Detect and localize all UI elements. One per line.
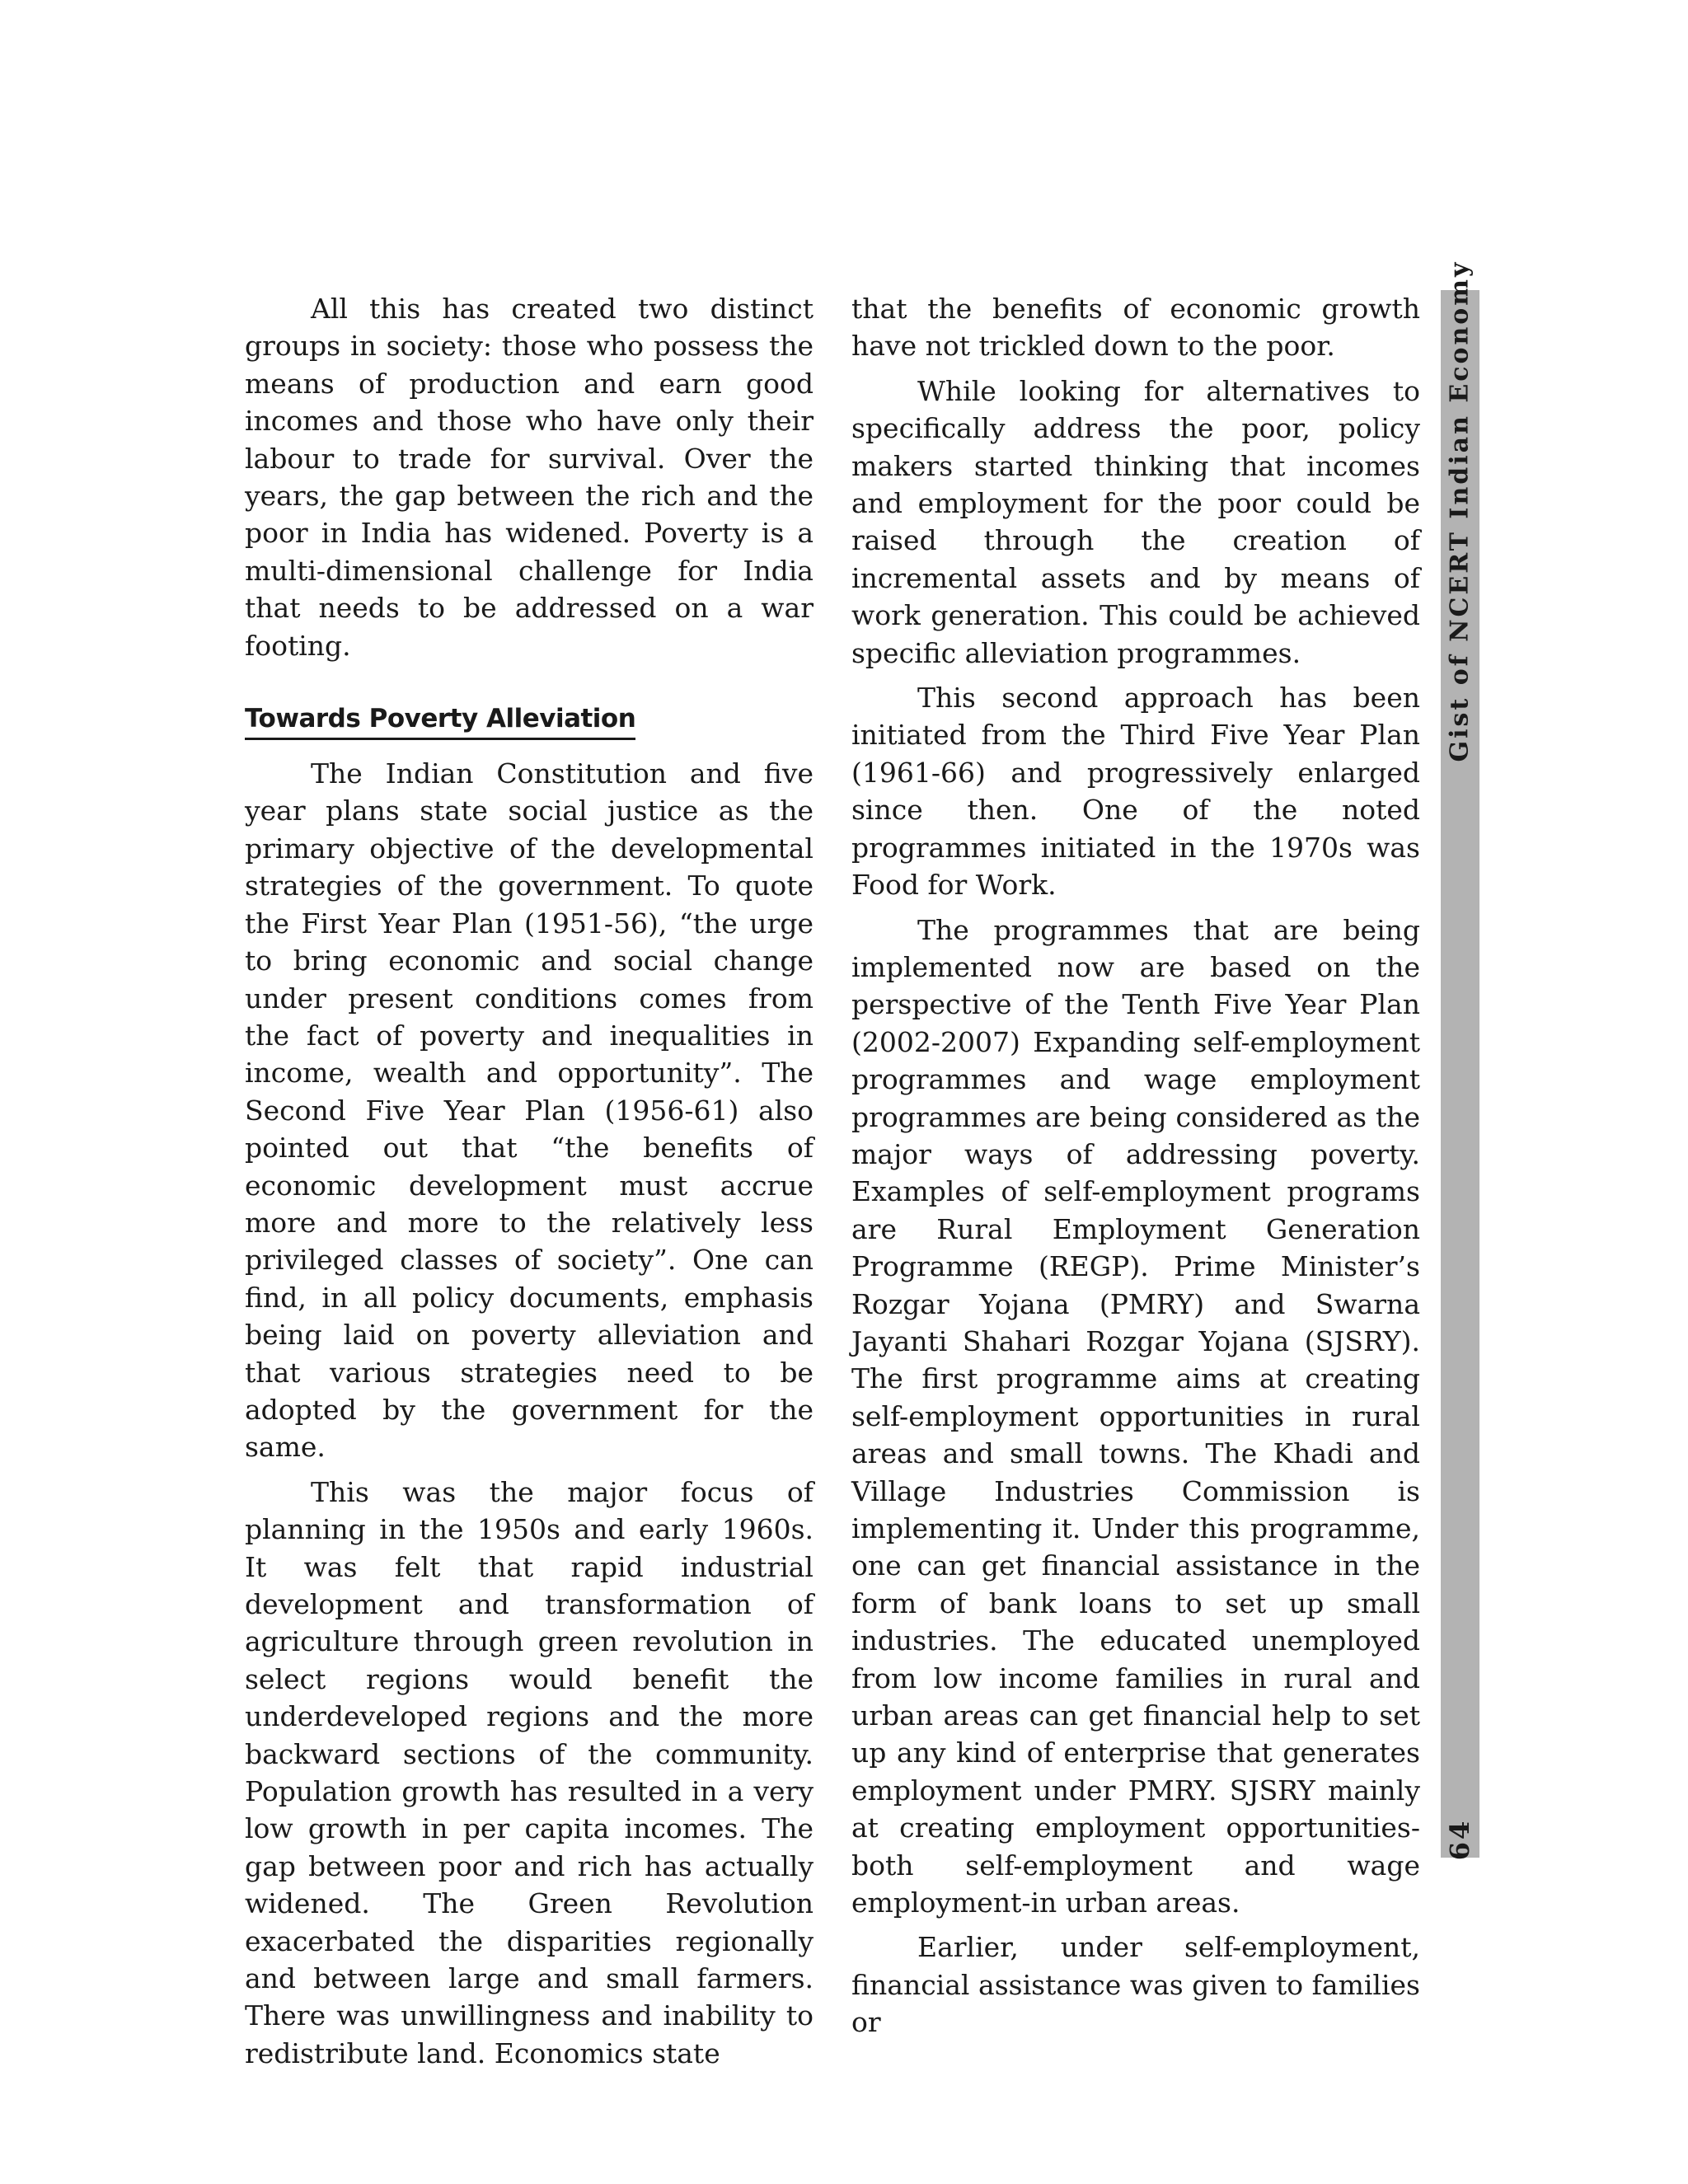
right-column: [851, 290, 1420, 2041]
paragraph: All this has created two distinct groups in society: those who possess the means of production and earn good incomes and those who have only their labour to trade for survival. Over the years, the gap between the rich and the poor in India has widened. Poverty is a multi-dimensional challenge for India that needs to be addressed on a war footing.: [245, 293, 814, 662]
paragraph: This second approach has been initiated from the Third Five Year Plan (1961-66) and progressively enlarged since then. One of the noted programmes initiated in the 1970s was Food for Work.: [851, 682, 1420, 902]
page-number: 64: [1444, 1818, 1475, 1861]
paragraph: The programmes that are being implemented now are based on the perspective of the Tenth Five Year Plan (2002-2007) Expanding self-employment programmes and wage employment programmes are being considered as the major ways of addressing poverty. Examples of self-employment programs are Rural Employment Generation Programme (REGP). Prime Minister’s Rozgar Yojana (PMRY) and Swarna Jayanti Shahari Rozgar Yojana (SJSRY). The first programme aims at creating self-employment opportunities in rural areas and small towns. The Khadi and Village Industries Commission is implementing it. Under this programme, one can get financial assistance in the form of bank loans to set up small industries. The educated unemployed from low income families in rural and urban areas can get financial help to set up any kind of enterprise that generates employment under PMRY. SJSRY mainly at creating employment opportunities- both self-employment and wage employment-in urban areas.: [851, 913, 1420, 1919]
section-heading: Towards Poverty Alleviation: [245, 701, 635, 740]
paragraph: that the benefits of economic growth have not trickled down to the poor.: [851, 293, 1420, 363]
paragraph: This was the major focus of planning in the 1950s and early 1960s. It was felt that rapid industrial development and transformation of agriculture through green revolution in select regions would benefit the underdeveloped regions and the more backward sections of the community. Population growth has resulted in a very low growth in per capita incomes. The gap between poor and rich has actually widened. The Green Revolution exacerbated the disparities regionally and between large and small farmers. There was unwillingness and inability to redistribute land. Economics state: [245, 1475, 814, 2069]
paragraph: Earlier, under self-employment, financial assistance was given to families or: [851, 1931, 1420, 2039]
book-title: Gist of NCERT Indian Economy: [1445, 260, 1475, 762]
paragraph: While looking for alternatives to specifically address the poor, policy makers started thinking that incomes and employment for the poor could be raised through the creation of incremental assets and by means of work generation. This could be achieved specific alleviation programmes.: [851, 374, 1420, 669]
paragraph: The Indian Constitution and five year plans state social justice as the primary objective of the developmental strategies of the government. To quote the First Year Plan (1951-56), “the urge to bring economic and social change under present conditions comes from the fact of poverty and inequalities in income, wealth and opportunity”. The Second Five Year Plan (1956-61) also pointed out that “the benefits of economic development must accrue more and more to the relatively less privileged classes of society”. One can find, in all policy documents, emphasis being laid on poverty alleviation and that various strategies need to be adopted by the government for the same.: [245, 757, 814, 1464]
left-column: [245, 290, 814, 2072]
